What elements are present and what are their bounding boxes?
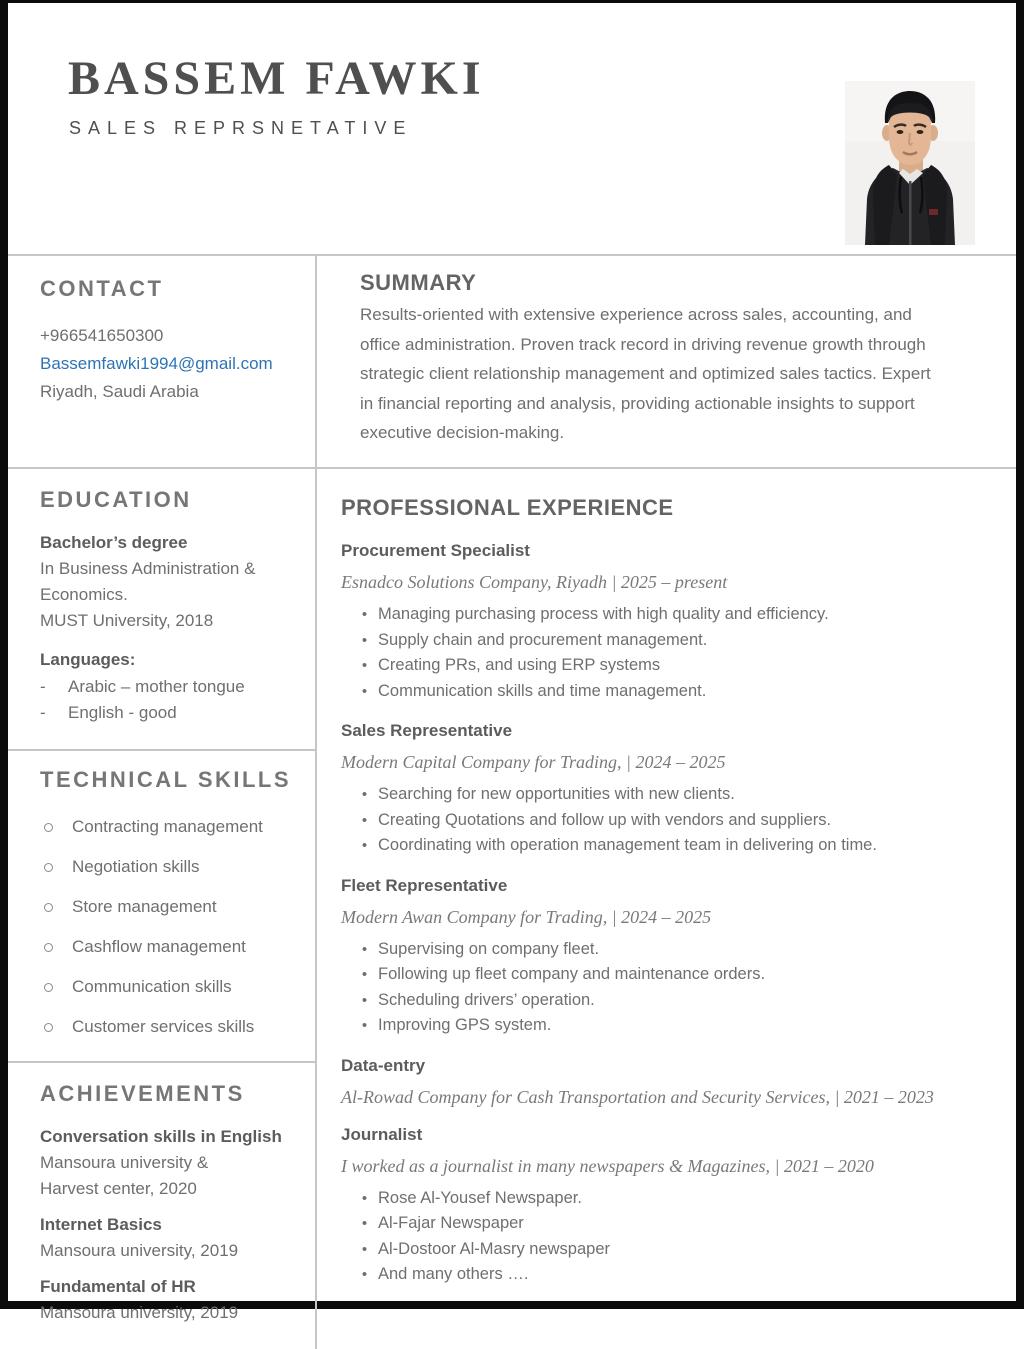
education-detail-line: MUST University, 2018 — [40, 611, 214, 630]
job-bullet — [341, 782, 998, 808]
skill-label: Negotiation skills — [72, 857, 200, 876]
degree-details — [40, 556, 301, 634]
job-entry — [341, 1056, 998, 1108]
job-bullet-text: Coordinating with operation management team in delivering on time. — [378, 836, 877, 854]
skill-item — [40, 807, 301, 847]
profile-photo — [845, 81, 975, 245]
languages-list — [40, 674, 301, 726]
skill-label: Contracting management — [72, 817, 263, 836]
language-item — [40, 700, 301, 726]
job-bullet-text: Communication skills and time management. — [378, 681, 707, 700]
job-bullet — [341, 833, 998, 859]
dot-bullet-icon: • — [361, 1240, 368, 1258]
job-bullet-list — [341, 1186, 998, 1288]
job-bullet-text: Creating Quotations and follow up with vendors and suppliers. — [378, 810, 832, 829]
job-title-subtitle: SALES REPRSNETATIVE — [69, 118, 413, 138]
language-item — [40, 674, 301, 700]
education-heading: EDUCATION — [40, 487, 192, 512]
job-bullet — [341, 808, 998, 834]
achievement-detail: Mansoura university, 2019 — [40, 1303, 239, 1322]
language-label: English - good — [68, 703, 177, 722]
summary-section — [317, 256, 1016, 467]
achievement-item — [40, 1215, 301, 1264]
email-link[interactable]: Bassemfawki1994@gmail.com — [40, 354, 273, 373]
circle-bullet-icon — [44, 983, 53, 992]
job-bullet — [341, 1013, 998, 1039]
language-label: Arabic – mother tongue — [68, 677, 245, 696]
dot-bullet-icon: • — [361, 631, 368, 649]
dot-bullet-icon: • — [361, 657, 368, 674]
achievement-item — [40, 1277, 301, 1326]
skill-label: Cashflow management — [72, 937, 246, 956]
achievement-detail: Mansoura university, 2019 — [40, 1241, 239, 1260]
job-entry — [341, 876, 998, 1039]
achievement-detail: Harvest center, 2020 — [40, 1179, 197, 1198]
dot-bullet-icon: • — [361, 786, 368, 803]
job-bullet-text: Searching for new opportunities with new clients. — [378, 785, 735, 803]
job-entry — [341, 721, 998, 859]
header — [8, 51, 1016, 256]
job-title: Data-entry — [341, 1055, 426, 1075]
dash-bullet: - — [40, 677, 46, 696]
job-bullet-text: Managing purchasing process with high quality and efficiency. — [378, 605, 829, 623]
education-section — [8, 469, 315, 751]
contact-summary-band — [8, 256, 1016, 469]
circle-bullet-icon — [44, 863, 53, 872]
achievement-item — [40, 1127, 301, 1202]
skills-list — [40, 807, 301, 1047]
skill-label: Customer services skills — [72, 1017, 255, 1036]
location: Riyadh, Saudi Arabia — [40, 382, 199, 401]
job-company-dates: Al-Rowad Company for Cash Transportation and Security Services, | 2021 – 2023 — [341, 1086, 934, 1107]
job-bullet — [341, 1186, 998, 1212]
dot-bullet-icon: • — [361, 1266, 368, 1283]
job-bullet — [341, 1211, 998, 1237]
experience-heading: PROFESSIONAL EXPERIENCE — [341, 495, 674, 520]
job-company-dates: Modern Awan Company for Trading, | 2024 – 2025 — [341, 906, 712, 927]
job-bullet-text: Creating PRs, and using ERP systems — [378, 656, 661, 674]
job-bullet — [341, 1262, 998, 1288]
job-bullet — [341, 628, 998, 654]
job-bullet — [341, 602, 998, 628]
job-bullet — [341, 962, 998, 988]
job-bullet — [341, 937, 998, 963]
dot-bullet-icon: • — [361, 606, 368, 623]
circle-bullet-icon — [44, 903, 53, 912]
job-title: Journalist — [341, 1124, 423, 1144]
job-bullet — [341, 653, 998, 679]
job-bullet — [341, 679, 998, 705]
job-bullet-text: Improving GPS system. — [378, 1016, 552, 1034]
job-title: Sales Representative — [341, 721, 513, 740]
circle-bullet-icon — [44, 1023, 53, 1032]
achievements-list — [40, 1127, 301, 1326]
sidebar-column — [8, 469, 317, 1349]
dot-bullet-icon: • — [361, 1215, 368, 1232]
job-entry — [341, 1125, 998, 1288]
job-entry — [341, 541, 998, 704]
job-bullet-text: Al-Dostoor Al-Masry newspaper — [378, 1239, 610, 1258]
achievement-title: Internet Basics — [40, 1215, 162, 1234]
circle-bullet-icon — [44, 943, 53, 952]
education-detail-line: Economics. — [40, 585, 128, 604]
dash-bullet: - — [40, 703, 46, 722]
summary-text: Results-oriented with extensive experience across sales, accounting, and office administration. Proven track record in driving revenue growth through strategic client relationship management and optimized sales tactics. Expert in financial reporting and analysis, providing actionable insights to support executive decision-making. — [360, 305, 931, 442]
job-bullet — [341, 988, 998, 1014]
languages-heading: Languages: — [40, 650, 136, 669]
job-bullet-list — [341, 937, 998, 1039]
job-company-dates: Modern Capital Company for Trading, | 2024 – 2025 — [341, 752, 726, 772]
achievements-heading: ACHIEVEMENTS — [40, 1081, 245, 1106]
dot-bullet-icon: • — [361, 1189, 368, 1207]
job-bullet-text: Supervising on company fleet. — [378, 939, 600, 958]
job-bullet-text: And many others …. — [378, 1265, 529, 1283]
dot-bullet-icon: • — [361, 966, 368, 983]
dot-bullet-icon: • — [361, 837, 368, 854]
dot-bullet-icon: • — [361, 682, 368, 700]
dot-bullet-icon: • — [361, 991, 368, 1009]
dot-bullet-icon: • — [361, 811, 368, 829]
dot-bullet-icon: • — [361, 940, 368, 958]
skill-item — [40, 887, 301, 927]
job-bullet-text: Supply chain and procurement management. — [378, 630, 708, 649]
degree-title: Bachelor’s degree — [40, 533, 188, 552]
education-detail-line: In Business Administration & — [40, 559, 256, 578]
summary-heading: SUMMARY — [360, 270, 477, 295]
job-company-dates: Esnadco Solutions Company, Riyadh | 2025 – present — [341, 572, 728, 592]
skill-label: Store management — [72, 897, 217, 916]
contact-section — [8, 256, 317, 467]
portrait-illustration — [845, 81, 975, 245]
achievement-title: Conversation skills in English — [40, 1127, 282, 1146]
circle-bullet-icon — [44, 823, 53, 832]
achievement-title: Fundamental of HR — [40, 1277, 196, 1296]
job-bullet-list — [341, 602, 998, 704]
job-bullet-text: Following up fleet company and maintenance orders. — [378, 965, 766, 983]
main-band — [8, 469, 1016, 1349]
skill-label: Communication skills — [72, 977, 232, 996]
job-bullet — [341, 1237, 998, 1263]
technical-skills-heading: TECHNICAL SKILLS — [40, 767, 292, 792]
technical-skills-section — [8, 751, 315, 1063]
skill-item — [40, 927, 301, 967]
job-title: Fleet Representative — [341, 875, 508, 895]
job-company-dates: I worked as a journalist in many newspapers & Magazines, | 2021 – 2020 — [341, 1155, 874, 1176]
phone-number: +966541650300 — [40, 326, 164, 345]
jobs-list — [341, 541, 998, 1288]
skill-item — [40, 967, 301, 1007]
job-bullet-text: Al-Fajar Newspaper — [378, 1214, 524, 1232]
job-bullet-text: Scheduling drivers’ operation. — [378, 990, 595, 1009]
job-bullet-list — [341, 782, 998, 859]
experience-column — [317, 469, 1016, 1349]
contact-heading: CONTACT — [40, 276, 164, 301]
skill-item — [40, 1007, 301, 1047]
dot-bullet-icon: • — [361, 1017, 368, 1034]
job-bullet-text: Rose Al-Yousef Newspaper. — [378, 1188, 582, 1207]
achievement-detail: Mansoura university & — [40, 1153, 209, 1172]
achievements-section — [8, 1063, 315, 1349]
skill-item — [40, 847, 301, 887]
job-title: Procurement Specialist — [341, 541, 530, 560]
person-name: BASSEM FAWKI — [68, 52, 485, 105]
